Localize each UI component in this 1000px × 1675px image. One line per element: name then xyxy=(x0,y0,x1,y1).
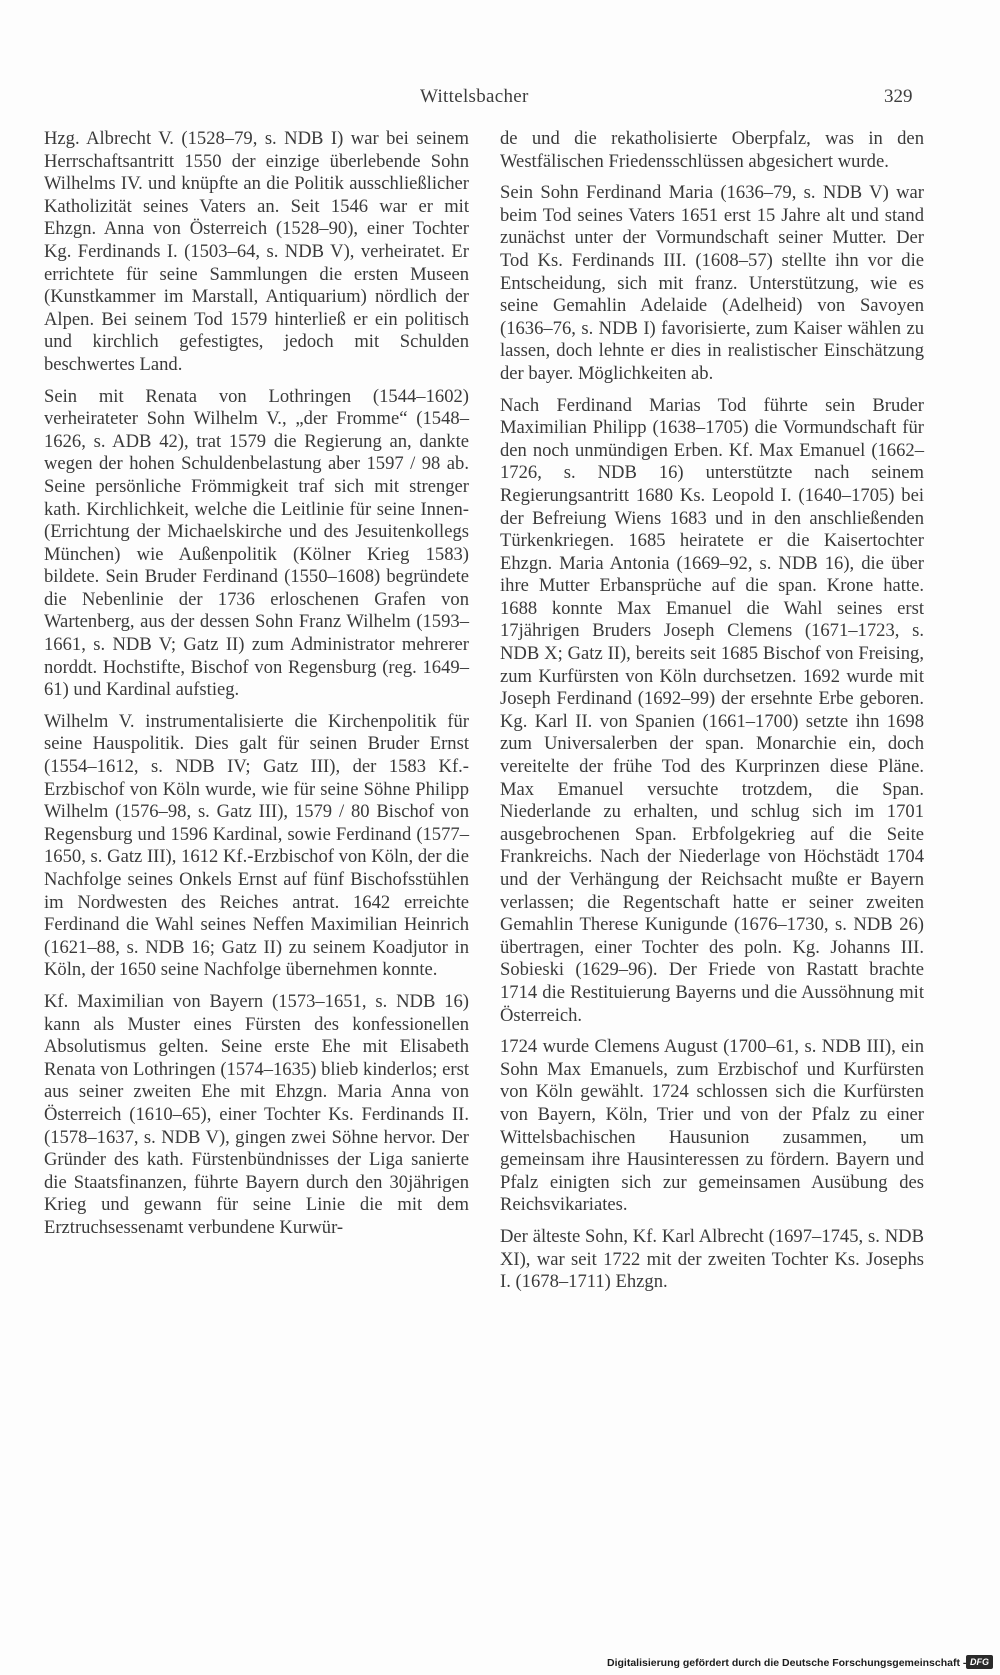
paragraph: Der älteste Sohn, Kf. Karl Albrecht (1697–1745, s. NDB XI), war seit 1722 mit der zweiten Tochter Ks. Josephs I. (1678–1711) Ehzgn. xyxy=(500,1225,924,1293)
paragraph: Hzg. Albrecht V. (1528–79, s. NDB I) war bei seinem Herrschaftsantritt 1550 der einzige überlebende Sohn Wilhelms IV. und knüpfte an die Politik ausschließlicher Katholizität seines Vaters an. Seit 1546 war er mit Ehzgn. Anna von Österreich (1528–90), einer Tochter Kg. Ferdinands I. (1503–64, s. NDB V), verheiratet. Er errichtete für seine Sammlungen die ersten Museen (Kunstkammer im Marstall, Antiquarium) nördlich der Alpen. Bei seinem Tod 1579 hinterließ er ein politisch und kirchlich gefestigtes, jedoch mit Schulden beschwertes Land. xyxy=(44,128,469,375)
paragraph: de und die rekatholisierte Oberpfalz, was in den Westfälischen Friedensschlüssen abgesichert wurde. xyxy=(500,128,924,172)
paragraph: Sein mit Renata von Lothringen (1544–1602) verheirateter Sohn Wilhelm V., „der Fromme“ (1548–1626, s. ADB 42), trat 1579 die Regierung an, dankte wegen der hohen Schuldenbelastung aber 1597 / 98 ab. Seine persönliche Frömmigkeit traf sich mit strenger kath. Kirchlichkeit, welche die Leitlinie für seine Innen- (Errichtung der Michaelskirche und des Jesuitenkollegs München) wie Außenpolitik (Kölner Krieg 1583) bildete. Sein Bruder Ferdinand (1550–1608) begründete die Nebenlinie der 1736 erloschenen Grafen von Wartenberg, aus der dessen Sohn Franz Wilhelm (1593–1661, s. NDB V; Gatz II) zum Administrator mehrerer norddt. Hochstifte, Bischof von Regensburg (reg. 1649–61) und Kardinal aufstieg. xyxy=(44,385,469,701)
paragraph: Sein Sohn Ferdinand Maria (1636–79, s. NDB V) war beim Tod seines Vaters 1651 erst 15 Jahre alt und stand zunächst unter der Vormundschaft seiner Mutter. Der Tod Ks. Ferdinands III. (1608–57) stellte ihn vor die Entscheidung, sich mit franz. Unterstützung, wie es seine Gemahlin Adelaide (Adelheid) von Savoyen (1636–76, s. NDB I) favorisierte, zum Kaiser wählen zu lassen, doch lehnte er dies in realistischer Einschätzung der bayer. Möglichkeiten ab. xyxy=(500,182,924,384)
paragraph: Wilhelm V. instrumentalisierte die Kirchenpolitik für seine Hauspolitik. Dies galt für seinen Bruder Ernst (1554–1612, s. NDB IV; Gatz III), der 1583 Kf.-Erzbischof von Köln wurde, wie für seine Söhne Philipp Wilhelm (1576–98, s. Gatz III), 1579 / 80 Bischof von Regensburg und 1596 Kardinal, sowie Ferdinand (1577–1650, s. Gatz III), 1612 Kf.-Erzbischof von Köln, der die Nachfolge seines Onkels Ernst auf fünf Bischofsstühlen im Nordwesten des Reiches antrat. 1642 erreichte Ferdinand die Wahl seines Neffen Maximilian Heinrich (1621–88, s. NDB 16; Gatz II) zu seinem Koadjutor in Köln, der 1650 seine Nachfolge übernehmen konnte. xyxy=(44,710,469,981)
digitization-credit: Digitalisierung gefördert durch die Deutsche Forschungsgemeinschaft - xyxy=(607,1657,967,1669)
paragraph: 1724 wurde Clemens August (1700–61, s. NDB III), ein Sohn Max Emanuels, zum Erzbischof und Kurfürsten von Köln gewählt. 1724 schlossen sich die Kurfürsten von Bayern, Köln, Trier und von der Pfalz zu einer Wittelsbachischen Hausunion zusammen, um gemeinsam ihre Hausinteressen zu fördern. Bayern und Pfalz einigten sich zur gemeinsamen Ausübung des Reichsvikariates. xyxy=(500,1036,924,1216)
page-number: 329 xyxy=(884,86,913,107)
right-column xyxy=(500,128,924,1303)
left-column xyxy=(44,128,469,1249)
running-head: Wittelsbacher xyxy=(420,86,529,107)
dfg-logo: DFG xyxy=(966,1655,993,1669)
paragraph: Nach Ferdinand Marias Tod führte sein Bruder Maximilian Philipp (1638–1705) die Vormundschaft für den noch unmündigen Erben. Kf. Max Emanuel (1662–1726, s. NDB 16) unterstützte nach seinem Regierungsantritt 1680 Ks. Leopold I. (1640–1705) bei der Befreiung Wiens 1683 und in den anschließenden Türkenkriegen. 1685 heiratete er die Kaisertochter Ehzgn. Maria Antonia (1669–92, s. NDB 16), die über ihre Mutter Erbansprüche auf die span. Krone hatte. 1688 konnte Max Emanuel die Wahl seines erst 17jährigen Bruders Joseph Clemens (1671–1723, s. NDB X; Gatz II), bereits seit 1685 Bischof von Freising, zum Kurfürsten von Köln durchsetzen. 1692 wurde mit Joseph Ferdinand (1692–99) der ersehnte Erbe geboren. Kg. Karl II. von Spanien (1661–1700) setzte ihn 1698 zum Universalerben der span. Monarchie ein, doch vereitelte der frühe Tod des Kurprinzen diese Pläne. Max Emanuel versuchte trotzdem, die Span. Niederlande zu erhalten, und schlug sich im 1701 ausgebrochenen Span. Erbfolgekrieg auf die Seite Frankreichs. Nach der Niederlage von Höchstädt 1704 und der Verhängung der Reichsacht mußte er Bayern verlassen; die Regentschaft hatte er seiner zweiten Gemahlin Therese Kunigunde (1676–1730, s. NDB 26) übertragen, einer Tochter des poln. Kg. Johanns III. Sobieski (1629–96). Der Friede von Rastatt brachte 1714 die Restituierung Bayerns und die Aussöhnung mit Österreich. xyxy=(500,394,924,1026)
paragraph: Kf. Maximilian von Bayern (1573–1651, s. NDB 16) kann als Muster eines Fürsten des konfessionellen Absolutismus gelten. Seine erste Ehe mit Elisabeth Renata von Lothringen (1574–1635) blieb kinderlos; erst aus seiner zweiten Ehe mit Ehzgn. Maria Anna von Österreich (1610–65), einer Tochter Ks. Ferdinands II. (1578–1637, s. NDB V), gingen zwei Söhne hervor. Der Gründer des kath. Fürstenbündnisses der Liga sanierte die Staatsfinanzen, führte Bayern durch den 30jährigen Krieg und gewann für seine Linie die mit dem Erztruchsessenamt verbundene Kurwür- xyxy=(44,990,469,1238)
